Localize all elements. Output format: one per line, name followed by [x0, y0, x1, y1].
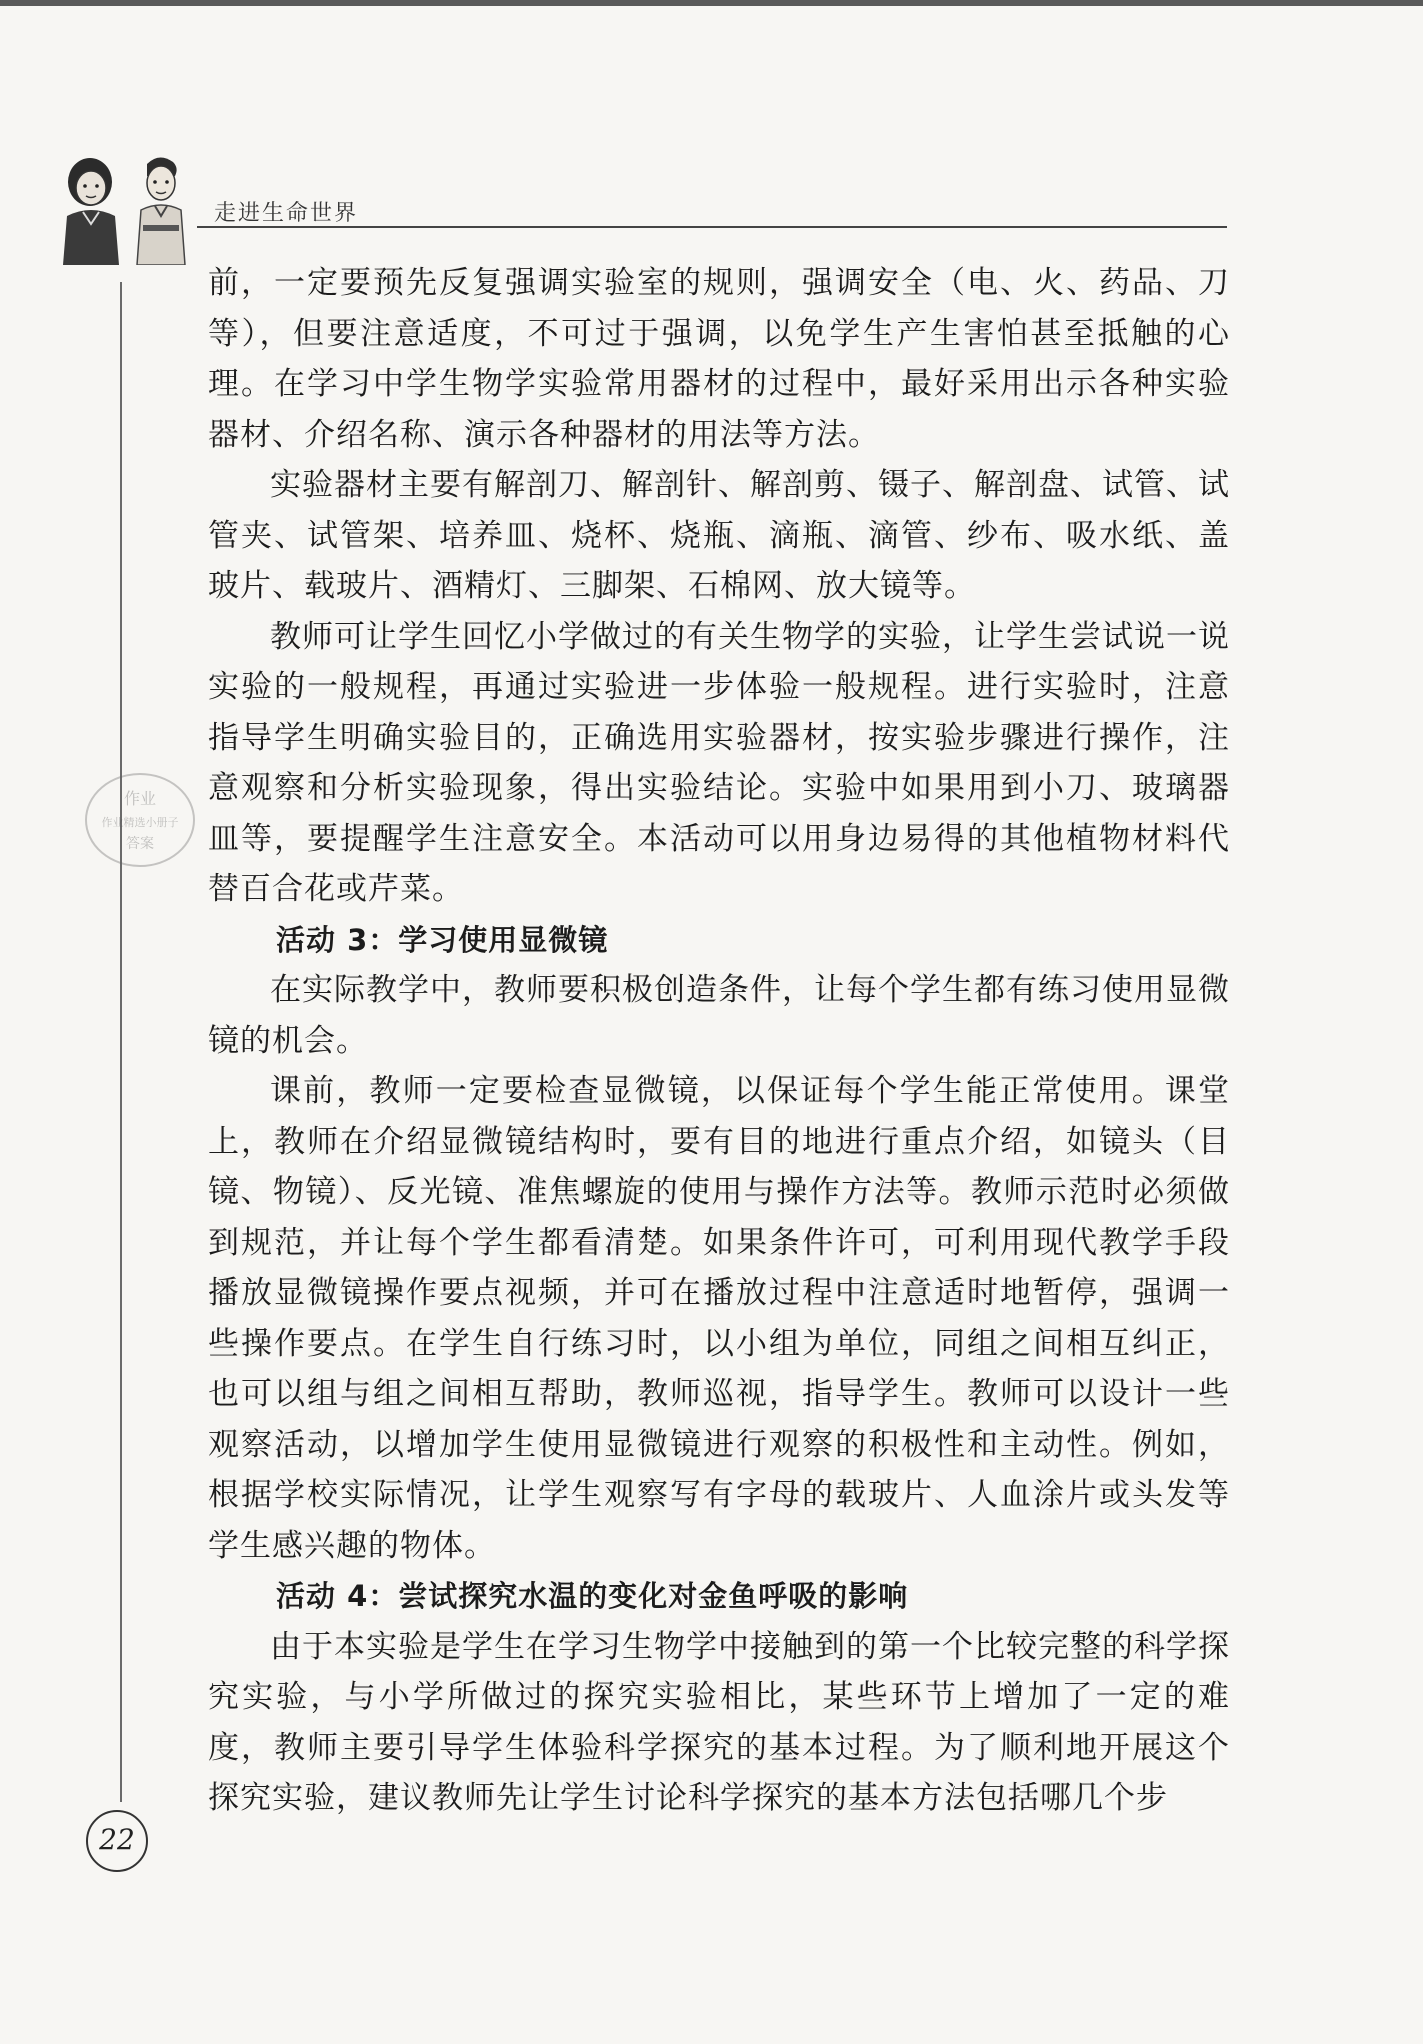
page-top-border [0, 0, 1423, 6]
student-mascot-illustration [55, 150, 195, 265]
body-paragraph: 前，一定要预先反复强调实验室的规则，强调安全（电、火、药品、刀等），但要注意适度，不可过于强调，以免学生产生害怕甚至抵触的心理。在学习中学生物学实验常用器材的过程中，最好采用出示各种实验器材、介绍名称、演示各种器材的用法等方法。 [208, 265, 1230, 453]
body-paragraph: 由于本实验是学生在学习生物学中接触到的第一个比较完整的科学探究实验，与小学所做过的探究实验相比，某些环节上增加了一定的难度，教师主要引导学生体验科学探究的基本过程。为了顺利地开展这个探究实验，建议教师先让学生讨论科学探究的基本方法包括哪几个步 [208, 1628, 1230, 1816]
body-paragraph: 课前，教师一定要检查显微镜，以保证每个学生能正常使用。课堂上，教师在介绍显微镜结构时，要有目的地进行重点介绍，如镜头（目镜、物镜）、反光镜、准焦螺旋的使用与操作方法等。教师示范时必须做到规范，并让每个学生都看清楚。如果条件许可，可利用现代教学手段播放显微镜操作要点视频，并可在播放过程中注意适时地暂停，强调一些操作要点。在学生自行练习时，以小组为单位，同组之间相互纠正，也可以组与组之间相互帮助，教师巡视，指导学生。教师可以设计一些观察活动，以增加学生使用显微镜进行观察的积极性和主动性。例如，根据学校实际情况，让学生观察写有字母的载玻片、人血涂片或头发等学生感兴趣的物体。 [208, 1073, 1230, 1564]
section-heading-activity-3: 活动 3：学习使用显微镜 [276, 922, 609, 957]
left-margin-rule [120, 282, 122, 1802]
body-paragraph: 在实际教学中，教师要积极创造条件，让每个学生都有练习使用显微镜的机会。 [208, 972, 1230, 1059]
body-paragraph: 教师可让学生回忆小学做过的有关生物学的实验，让学生尝试说一说实验的一般规程，再通过实验进一步体验一般规程。进行实验时，注意指导学生明确实验目的，正确选用实验器材，按实验步骤进行操作，注意观察和分析实验现象，得出实验结论。实验中如果用到小刀、玻璃器皿等，要提醒学生注意安全。本活动可以用身边易得的其他植物材料代替百合花或芹菜。 [208, 618, 1230, 907]
header-rule [197, 226, 1227, 228]
stamp-text-top: 作业 [123, 789, 157, 808]
running-header-title: 走进生命世界 [214, 201, 359, 226]
watermark-stamp [80, 760, 200, 880]
section-heading-activity-4: 活动 4：尝试探究水温的变化对金鱼呼吸的影响 [276, 1579, 909, 1613]
stamp-text-bottom: 答案 [126, 836, 154, 852]
stamp-text-middle: 作业精选小册子 [101, 816, 179, 829]
page-number: 22 [86, 1810, 148, 1872]
page-body [208, 258, 1230, 1824]
body-paragraph: 实验器材主要有解剖刀、解剖针、解剖剪、镊子、解剖盘、试管、试管夹、试管架、培养皿、烧杯、烧瓶、滴瓶、滴管、纱布、吸水纸、盖玻片、载玻片、酒精灯、三脚架、石棉网、放大镜等。 [208, 467, 1230, 604]
